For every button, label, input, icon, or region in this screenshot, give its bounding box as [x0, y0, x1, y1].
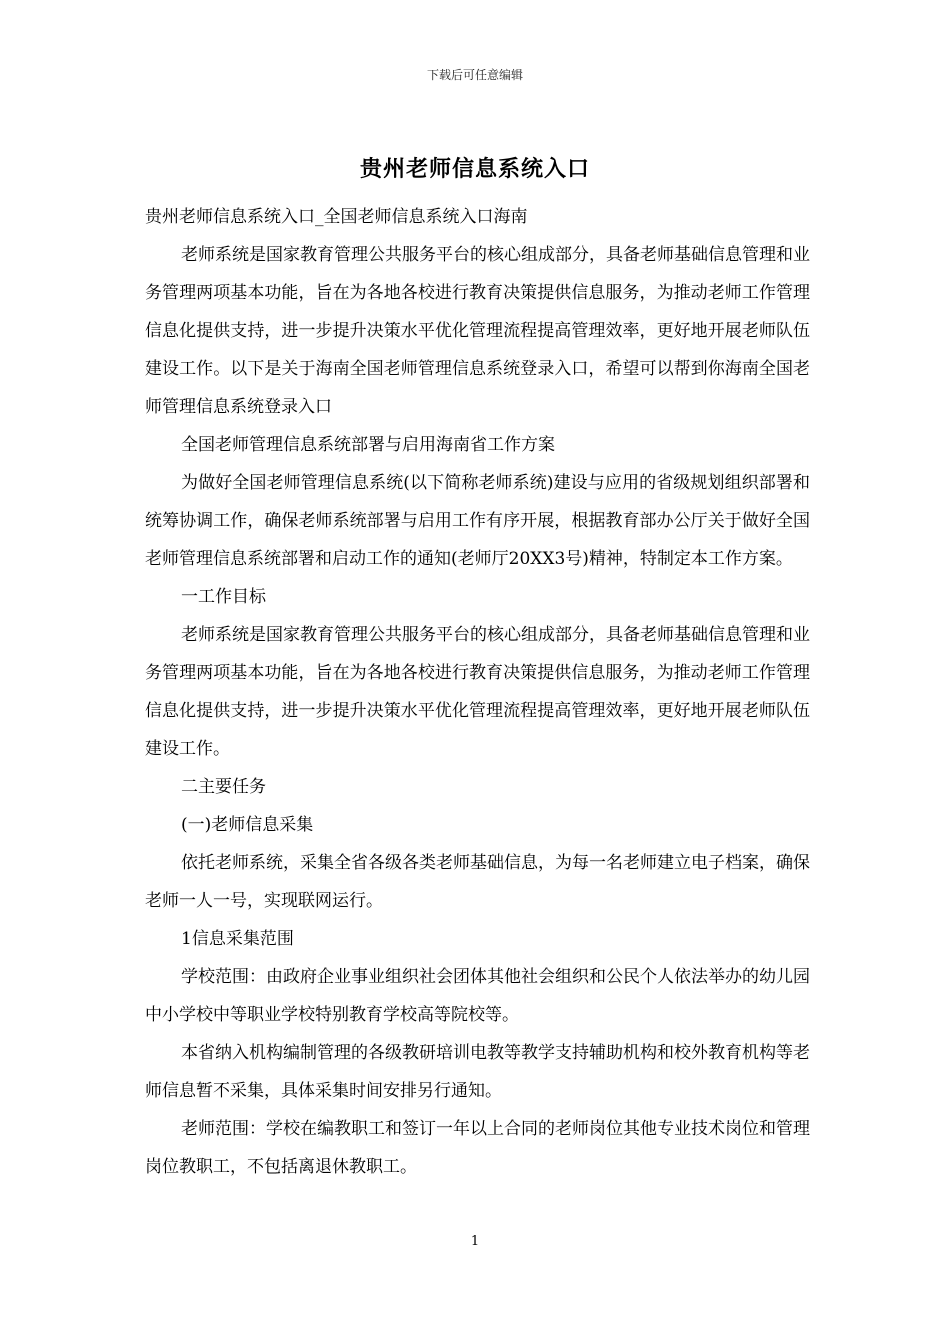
paragraph: 学校范围：由政府企业事业组织社会团体其他社会组织和公民个人依法举办的幼儿园中小学校中等职业学校特别教育学校高等院校等。: [145, 967, 810, 1025]
section-heading: 二主要任务: [181, 777, 266, 797]
page-number: 1: [470, 1234, 480, 1249]
document-subtitle: 贵州老师信息系统入口_全国老师信息系统入口海南: [145, 207, 528, 227]
subsection-heading: 1信息采集范围: [181, 929, 294, 949]
paragraph: 老师系统是国家教育管理公共服务平台的核心组成部分，具备老师基础信息管理和业务管理两项基本功能，旨在为各地各校进行教育决策提供信息服务，为推动老师工作管理信息化提供支持，进一步提升决策水平优化管理流程提高管理效率，更好地开展老师队伍建设工作。: [145, 625, 810, 759]
header-note: 下载后可任意编辑: [426, 68, 523, 82]
document-title: 贵州老师信息系统入口: [359, 157, 590, 182]
paragraph: 老师范围：学校在编教职工和签订一年以上合同的老师岗位其他专业技术岗位和管理岗位教职工，不包括离退休教职工。: [145, 1119, 810, 1177]
section-heading: 一工作目标: [181, 587, 266, 607]
paragraph: 老师系统是国家教育管理公共服务平台的核心组成部分，具备老师基础信息管理和业务管理两项基本功能，旨在为各地各校进行教育决策提供信息服务，为推动老师工作管理信息化提供支持，进一步提升决策水平优化管理流程提高管理效率，更好地开展老师队伍建设工作。以下是关于海南全国老师管理信息系统登录入口，希望可以帮到你海南全国老师管理信息系统登录入口: [145, 245, 810, 417]
paragraph: 依托老师系统，采集全省各级各类老师基础信息，为每一名老师建立电子档案，确保老师一人一号，实现联网运行。: [145, 853, 810, 911]
subsection-heading: (一)老师信息采集: [181, 815, 314, 835]
paragraph: 全国老师管理信息系统部署与启用海南省工作方案: [181, 435, 555, 455]
paragraph: 本省纳入机构编制管理的各级教研培训电教等教学支持辅助机构和校外教育机构等老师信息暂不采集，具体采集时间安排另行通知。: [145, 1043, 810, 1101]
document-body: [145, 198, 810, 1186]
paragraph: 为做好全国老师管理信息系统(以下简称老师系统)建设与应用的省级规划组织部署和统筹协调工作，确保老师系统部署与启用工作有序开展，根据教育部办公厅关于做好全国老师管理信息系统部署和启动工作的通知(老师厅20XX3号)精神，特制定本工作方案。: [145, 473, 810, 569]
